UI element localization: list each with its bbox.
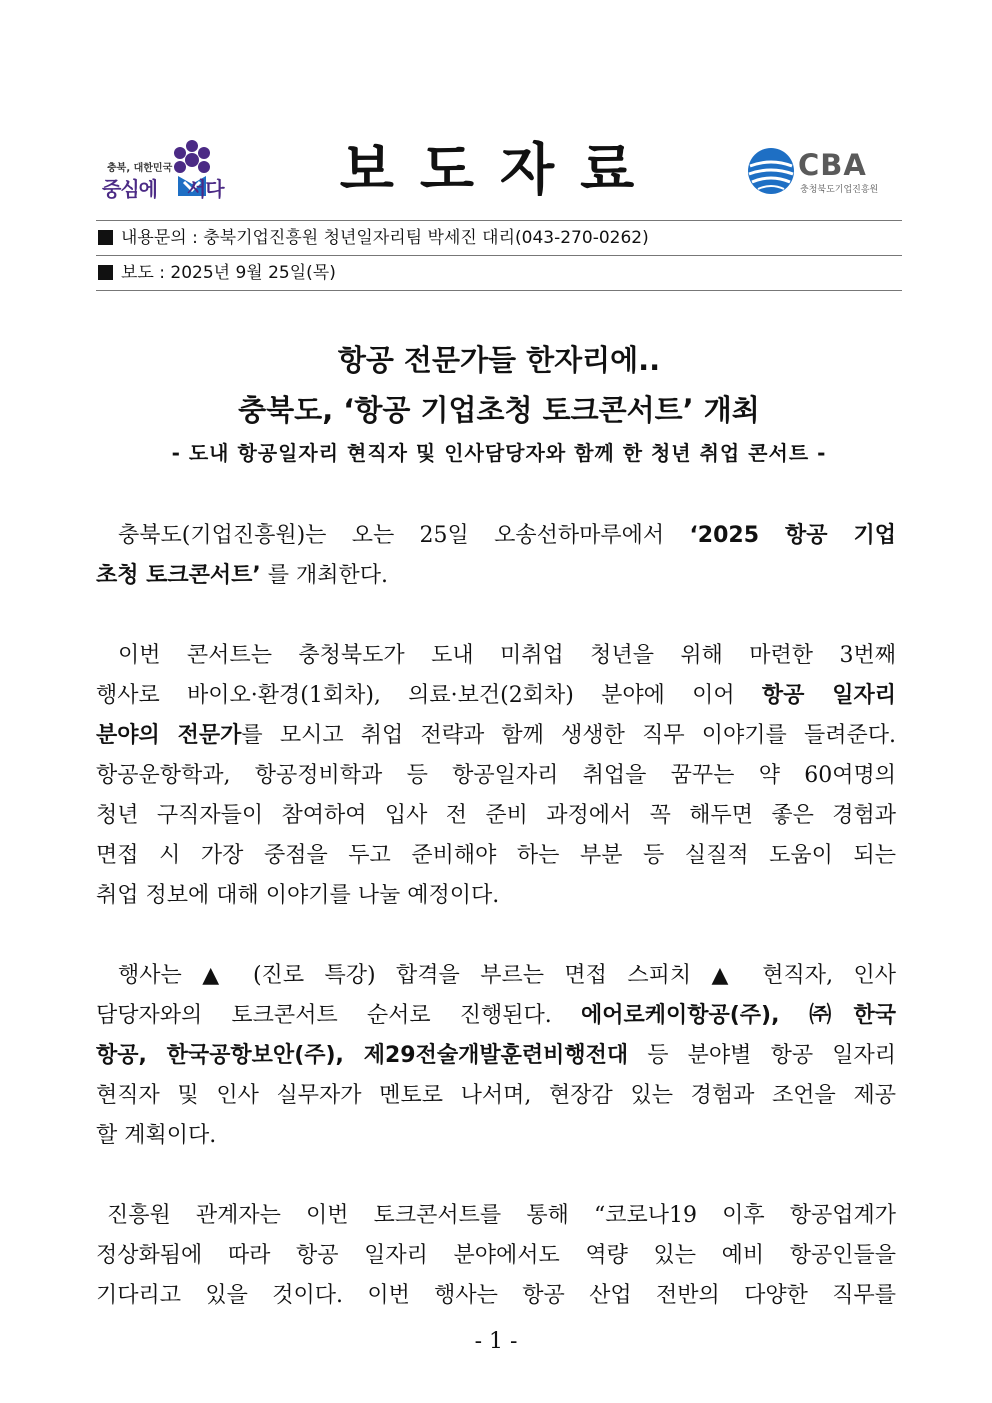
paragraph-line: 청년 구직자들이 참여하여 입사 전 준비 과정에서 꼭 해두면 좋은 경험과	[96, 803, 896, 828]
release-date-row	[96, 255, 902, 291]
text-run: 행사로 바이오·환경(1회차), 의료·보건(2회차) 분야에 이어	[96, 683, 762, 708]
chungbuk-logo	[102, 138, 262, 208]
paragraph-line	[96, 716, 896, 756]
text-run: 충북도(기업진흥원)는 오는 25일 오송선하마루에서	[118, 523, 690, 548]
cba-logo-subtitle: 충청북도기업진흥원	[800, 185, 879, 195]
logo-small-text: 충북, 대한민국	[107, 163, 173, 174]
text-run: 등 분야별 항공 일자리	[628, 1043, 896, 1068]
bold-text-run: 에어로케이항공(주), ㈜한국	[580, 1003, 896, 1028]
contact-info-box	[96, 220, 902, 291]
cba-logo-text: CBA	[798, 148, 867, 182]
contact-text: 내용문의 : 충북기업진흥원 청년일자리팀 박세진 대리(043-270-0262)	[121, 228, 649, 248]
bullet-square-icon	[98, 230, 113, 245]
headline-line-1: 항공 전문가들 한자리에..	[337, 343, 661, 377]
text-run: 를 개최한다.	[260, 563, 389, 588]
release-date-text: 보도 : 2025년 9월 25일(목)	[121, 263, 336, 283]
paragraph-line	[96, 516, 896, 556]
text-run: 를 모시고 취업 전략과 함께 생생한 직무 이야기를 들려준다.	[241, 723, 896, 748]
paragraph-line: 기다리고 있을 것이다. 이번 행사는 항공 산업 전반의 다양한 직무를	[96, 1283, 896, 1308]
paragraph-1	[96, 516, 896, 596]
press-release-title: 보도자료	[339, 138, 661, 203]
logo-slogan	[102, 173, 224, 202]
bold-text-run: 항공 일자리	[761, 683, 896, 708]
paragraph-line	[96, 996, 896, 1036]
bold-text-run: 분야의 전문가	[96, 723, 242, 748]
paragraph-line	[96, 556, 896, 596]
paragraph-line: 정상화됨에 따라 항공 일자리 분야에서도 역량 있는 예비 항공인들을	[96, 1243, 896, 1268]
paragraph-line	[96, 676, 896, 716]
paragraph-4	[96, 1196, 896, 1316]
contact-row	[96, 220, 902, 255]
page-number: - 1 -	[474, 1329, 518, 1354]
text-run: 담당자와의 토크콘서트 순서로 진행된다.	[96, 1003, 581, 1028]
paragraph-line	[96, 956, 896, 996]
cba-logo	[746, 146, 896, 196]
bold-text-run: 항공, 한국공항보안(주), 제29전술개발훈련비행전대	[96, 1043, 629, 1068]
paragraph-2	[96, 636, 896, 916]
paragraph-line	[96, 1036, 896, 1076]
paragraph-line: 할 계획이다.	[96, 1123, 217, 1148]
logo-slogan-part2: 서다	[186, 177, 224, 201]
headline-subtitle: - 도내 항공일자리 현직자 및 인사담당자와 함께 한 청년 취업 콘서트 -	[171, 441, 827, 465]
paragraph-line: 취업 정보에 대해 이야기를 나눌 예정이다.	[96, 883, 500, 908]
paragraph-line: 항공운항학과, 항공정비학과 등 항공일자리 취업을 꿈꾸는 약 60여명의	[96, 763, 896, 788]
bold-text-run: 초청 토크콘서트’	[96, 563, 261, 588]
paragraph-line: 현직자 및 인사 실무자가 멘토로 나서며, 현장감 있는 경험과 조언을 제공	[96, 1083, 896, 1108]
text-run: 행사는 ▲ (진로 특강) 합격을 부르는 면접 스피치 ▲ 현직자, 인사	[118, 963, 896, 988]
paragraph-3	[96, 956, 896, 1156]
headline-line-2: 충북도, ‘항공 기업초청 토크콘서트’ 개최	[238, 393, 760, 427]
text-run: 진흥원 관계자는 이번 토크콘서트를 통해 “코로나19 이후 항공업계가	[107, 1203, 896, 1228]
text-run: 이번 콘서트는 충청북도가 도내 미취업 청년을 위해 마련한 3번째	[118, 643, 896, 668]
paragraph-line: 면접 시 가장 중점을 두고 준비해야 하는 부분 등 실질적 도움이 되는	[96, 843, 896, 868]
bold-text-run: ‘2025 항공 기업	[689, 523, 896, 548]
globe-icon	[746, 146, 796, 196]
bullet-square-icon	[98, 265, 113, 280]
paragraph-line	[96, 636, 896, 676]
paragraph-line	[96, 1196, 896, 1236]
logo-slogan-part1: 중심에	[102, 177, 157, 201]
